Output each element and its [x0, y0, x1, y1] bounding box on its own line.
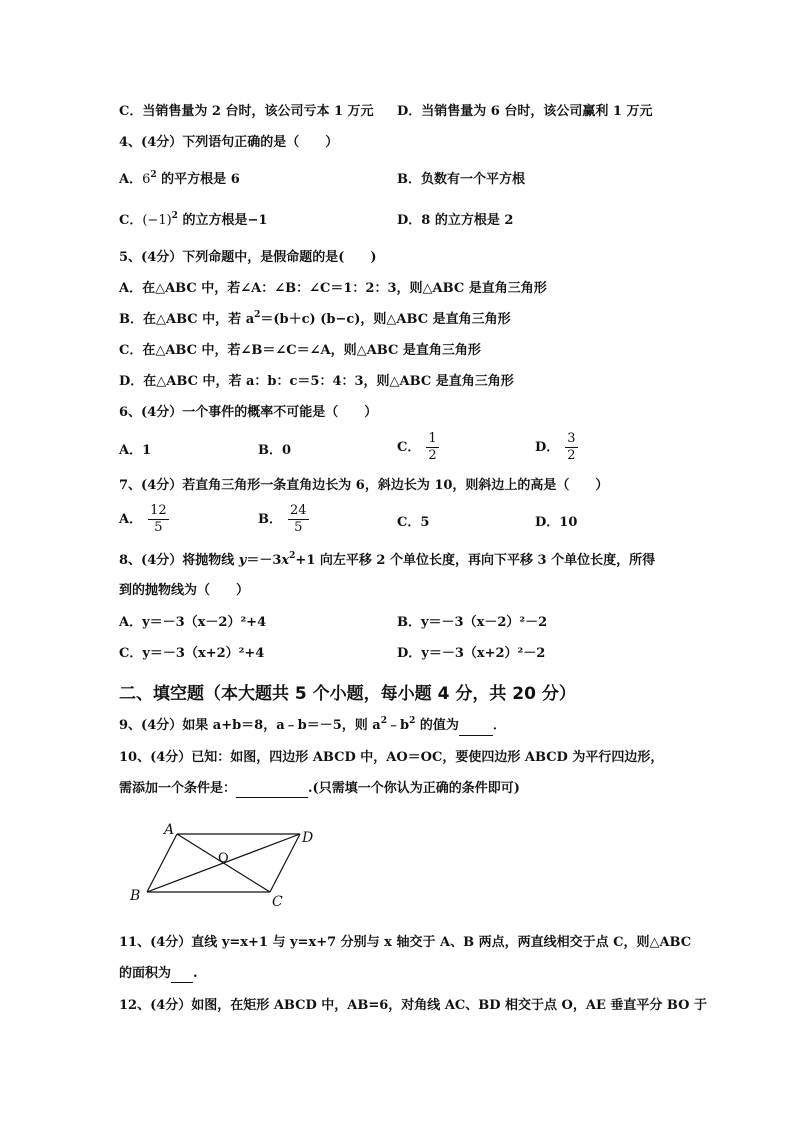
q3-option-d: D．当销售量为 6 台时，该公司赢利 1 万元	[397, 104, 653, 119]
q7-option-b	[258, 503, 309, 536]
q6-d-fraction	[565, 431, 577, 464]
q8-option-c: C．y＝－3（x+2）²+4	[119, 646, 265, 661]
q9-exp1: 2	[380, 716, 387, 726]
q9-end: ．	[492, 718, 506, 733]
q10-line2-post: .(只需填一个你认为正确的条件即可)	[308, 781, 520, 796]
q11-line2	[119, 965, 198, 983]
q8-stem-line2: 到的抛物线为（ ）	[119, 583, 250, 598]
q10-parallelogram-figure	[124, 820, 324, 910]
q4-c-text: 的立方根是−1	[177, 213, 268, 228]
q7-b-prefix: B．	[258, 511, 282, 527]
q8-stem-eq: ＝－3	[246, 553, 282, 568]
q6-option-b: B．0	[258, 443, 292, 458]
q4-a-base: 6	[142, 172, 151, 187]
q6-stem: 6、(4分）一个事件的概率不可能是（ ）	[119, 405, 378, 420]
section-2-heading: 二、填空题（本大题共 5 个小题，每小题 4 分，共 20 分）	[119, 684, 576, 704]
q3-option-c: C．当销售量为 2 台时，该公司亏本 1 万元	[119, 104, 374, 119]
q4-option-b: B．负数有一个平方根	[397, 172, 525, 187]
q9-exp2: 2	[409, 716, 416, 726]
q8-stem-x: x	[281, 553, 290, 568]
label-b: B	[130, 888, 141, 904]
q7-b-denominator: 5	[294, 520, 303, 535]
label-a: A	[164, 822, 175, 838]
q7-option-a	[119, 503, 169, 536]
q10-line2-pre: 需添加一个条件是：	[119, 781, 237, 796]
q10-line2	[119, 780, 520, 798]
q6-d-denominator: 2	[567, 448, 576, 463]
q5-option-b	[119, 311, 511, 330]
q4-a-text: 的平方根是 6	[156, 172, 240, 187]
q7-a-prefix: A．	[119, 511, 143, 527]
q6-d-prefix: D．	[535, 439, 560, 455]
q7-stem: 7、(4分）若直角三角形一条直角边长为 6，斜边长为 10，则斜边上的高是（ ）	[119, 478, 609, 493]
q5-stem: 5、(4分）下列命题中，是假命题的是( )	[119, 250, 377, 265]
q4-a-exp: 2	[150, 170, 157, 180]
label-c: C	[272, 894, 283, 910]
q4-c-exp: 2	[171, 211, 178, 221]
q4-option-c	[119, 212, 267, 231]
q7-option-d: D．10	[535, 515, 578, 530]
q7-option-c: C．5	[397, 515, 430, 530]
q5-option-d: D．在△ABC 中，若 a：b：c＝5：4：3，则△ABC 是直角三角形	[119, 374, 514, 389]
q12-line1: 12、(4分）如图，在矩形 ABCD 中，AB=6，对角线 AC、BD 相交于点 O，AE 垂直平分 BO 于	[119, 998, 708, 1013]
q8-option-b: B．y＝－3（x－2）²－2	[397, 615, 548, 630]
q6-option-c	[397, 431, 439, 464]
q10-answer-blank[interactable]	[236, 797, 308, 798]
q8-stem-pre: 8、(4分）将抛物线	[119, 553, 239, 568]
q5-option-c: C．在△ABC 中，若∠B＝∠C＝∠A，则△ABC 是直角三角形	[119, 343, 481, 358]
q11-line2-pre: 的面积为	[119, 966, 172, 981]
q4-c-prefix: C．	[119, 213, 143, 228]
q8-stem-line1	[119, 552, 655, 571]
q6-c-numerator: 1	[428, 431, 437, 446]
q8-stem-exp: 2	[289, 551, 296, 561]
q5-option-a: A．在△ABC 中，若∠A：∠B：∠C＝1：2：3，则△ABC 是直角三角形	[119, 281, 547, 296]
q4-c-base: (−1)	[142, 213, 172, 228]
q10-line1: 10、(4分）已知：如图，四边形 ABCD 中，AO＝OC，要使四边形 ABCD 为平行四边形，	[119, 750, 664, 765]
q7-a-numerator: 12	[150, 503, 167, 518]
q9-post: 的值为	[415, 718, 459, 733]
q11-answer-blank[interactable]	[171, 982, 193, 983]
q8-option-d: D．y＝－3（x+2）²－2	[397, 646, 546, 661]
q11-line1: 11、(4分）直线 y=x+1 与 y=x+7 分别与 x 轴交于 A、B 两点，两直线相交于点 C，则△ABC	[119, 935, 692, 950]
q7-a-fraction	[148, 503, 169, 536]
edge-ba	[147, 834, 177, 892]
q7-a-denominator: 5	[154, 520, 163, 535]
q4-option-d: D．8 的立方根是 2	[397, 213, 514, 228]
q5-b-pre: B．在△ABC 中，若 a	[119, 312, 255, 327]
q4-stem: 4、(4分）下列语句正确的是（ ）	[119, 135, 339, 150]
label-o: O	[218, 851, 229, 866]
q7-b-fraction	[288, 503, 309, 536]
q4-option-a	[119, 171, 240, 190]
q9-pre: 9、(4分）如果 a+b＝8，a﹣b＝－5，则 a	[119, 718, 381, 733]
q8-stem-y: y	[238, 553, 247, 568]
q6-c-fraction	[426, 431, 438, 464]
q7-b-numerator: 24	[290, 503, 307, 518]
q8-stem-post: +1 向左平移 2 个单位长度，再向下平移 3 个单位长度，所得	[295, 553, 656, 568]
q4-a-prefix: A．	[119, 172, 143, 187]
q5-b-post: ＝(b＋c) (b−c)，则△ABC 是直角三角形	[260, 312, 511, 327]
q9-answer-blank[interactable]	[459, 735, 493, 736]
label-d: D	[302, 830, 314, 846]
q6-option-d	[535, 431, 578, 464]
q8-option-a: A．y＝－3（x－2）²+4	[119, 615, 267, 630]
q6-d-numerator: 3	[567, 431, 576, 446]
q5-b-exp: 2	[254, 310, 261, 320]
q6-c-prefix: C．	[397, 439, 421, 455]
q6-option-a: A．1	[119, 443, 152, 458]
q6-c-denominator: 2	[428, 448, 437, 463]
edge-dc	[270, 834, 300, 892]
q9-mid: ﹣b	[387, 718, 410, 733]
q9-line	[119, 717, 506, 736]
q11-line2-post: .	[193, 966, 198, 981]
